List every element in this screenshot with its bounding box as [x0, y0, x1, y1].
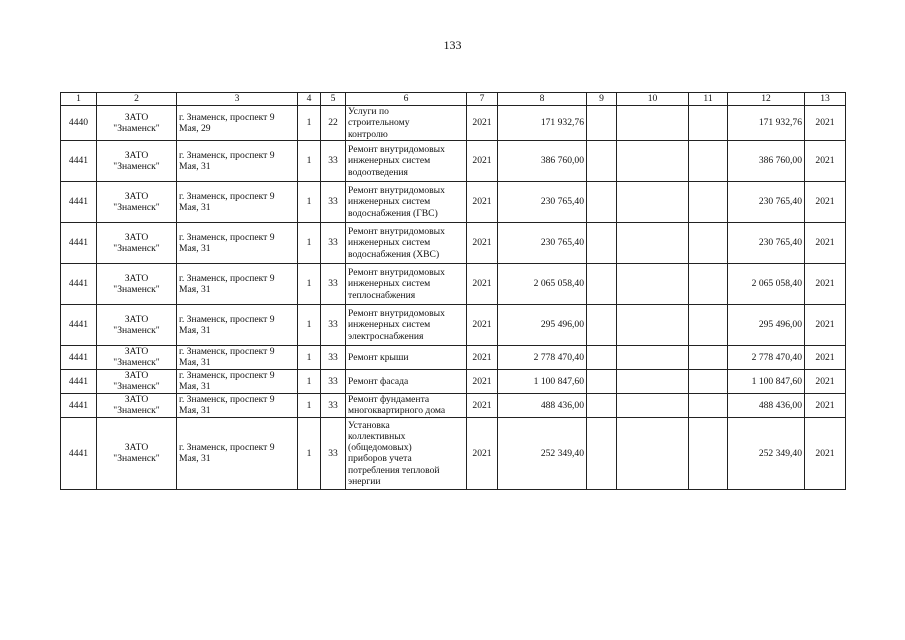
cell-total: 230 765,40 [728, 181, 805, 222]
cell-cost: 488 436,00 [498, 393, 587, 417]
cell-col11 [689, 345, 728, 369]
cell-line: Услуги по [348, 106, 389, 117]
cell-line: Ремонт крыши [348, 351, 409, 363]
cell-line: инженерных систем [348, 278, 431, 290]
cell-line: водоотведения [348, 166, 408, 178]
cell-year-end: 2021 [805, 345, 846, 369]
cell-col9 [587, 222, 617, 263]
cell-cost: 386 760,00 [498, 140, 587, 181]
cell-col10 [617, 140, 689, 181]
cell-col5: 33 [321, 369, 346, 393]
cell-year: 2021 [467, 222, 498, 263]
cell-col10 [617, 106, 689, 141]
cell-number: 4441 [61, 345, 97, 369]
cell-col9 [587, 263, 617, 304]
cell-line: ЗАТО [124, 190, 149, 202]
cell-year: 2021 [467, 181, 498, 222]
column-header: 10 [617, 93, 689, 106]
cell-year: 2021 [467, 304, 498, 345]
cell-address [177, 181, 298, 222]
column-header: 5 [321, 93, 346, 106]
cell-year-end: 2021 [805, 417, 846, 489]
cell-cost: 1 100 847,60 [498, 369, 587, 393]
cell-line: Ремонт фундамента [348, 394, 430, 406]
cell-col9 [587, 345, 617, 369]
cell-municipality [97, 369, 177, 393]
cell-year: 2021 [467, 140, 498, 181]
cell-year-end: 2021 [805, 393, 846, 417]
cell-line: приборов учета [348, 453, 412, 465]
cell-year: 2021 [467, 106, 498, 141]
cell-total: 171 932,76 [728, 106, 805, 141]
column-header: 3 [177, 93, 298, 106]
cell-work-type [346, 369, 467, 393]
cell-line: г. Знаменск, проспект 9 [179, 231, 275, 243]
cell-line: ЗАТО [124, 442, 149, 454]
cell-work-type [346, 106, 467, 141]
cell-line: "Знаменск" [113, 324, 160, 336]
cell-cost: 171 932,76 [498, 106, 587, 141]
cell-col10 [617, 393, 689, 417]
cell-municipality [97, 181, 177, 222]
cell-number: 4441 [61, 140, 97, 181]
cell-total: 1 100 847,60 [728, 369, 805, 393]
cell-col11 [689, 181, 728, 222]
column-header: 12 [728, 93, 805, 106]
cell-municipality [97, 263, 177, 304]
cell-col11 [689, 417, 728, 489]
cell-line: Мая, 31 [179, 405, 211, 417]
cell-line: г. Знаменск, проспект 9 [179, 272, 275, 284]
cell-line: теплоснабжения [348, 289, 416, 301]
cell-col9 [587, 369, 617, 393]
cell-municipality [97, 304, 177, 345]
cell-col4: 1 [298, 345, 321, 369]
cell-line: г. Знаменск, проспект 9 [179, 370, 275, 382]
cell-total: 230 765,40 [728, 222, 805, 263]
cell-col9 [587, 181, 617, 222]
cell-line: инженерных систем [348, 319, 431, 331]
cell-line: инженерных систем [348, 155, 431, 167]
cell-address [177, 140, 298, 181]
cell-number: 4441 [61, 181, 97, 222]
cell-col4: 1 [298, 222, 321, 263]
cell-year: 2021 [467, 417, 498, 489]
table-row [61, 106, 846, 141]
cell-number: 4441 [61, 222, 97, 263]
cell-line: водоснабжения (ХВС) [348, 248, 440, 260]
cell-line: "Знаменск" [113, 201, 160, 213]
column-header: 1 [61, 93, 97, 106]
cell-total: 488 436,00 [728, 393, 805, 417]
cell-line: ЗАТО [124, 394, 149, 406]
cell-line: контролю [348, 128, 388, 140]
cell-col10 [617, 417, 689, 489]
cell-work-type [346, 140, 467, 181]
cell-col10 [617, 345, 689, 369]
cell-total: 295 496,00 [728, 304, 805, 345]
cell-col5: 33 [321, 181, 346, 222]
cell-line: "Знаменск" [113, 405, 160, 417]
cell-col10 [617, 263, 689, 304]
cell-col5: 33 [321, 304, 346, 345]
cell-line: многоквартирного дома [348, 405, 446, 417]
cell-work-type [346, 417, 467, 489]
cell-col4: 1 [298, 417, 321, 489]
cell-col9 [587, 304, 617, 345]
cell-line: Ремонт внутридомовых [348, 225, 445, 237]
cell-col5: 33 [321, 263, 346, 304]
cell-col4: 1 [298, 263, 321, 304]
cell-line: ЗАТО [124, 370, 149, 382]
cell-line: потребления тепловой [348, 464, 440, 476]
column-header: 9 [587, 93, 617, 106]
cell-year-end: 2021 [805, 106, 846, 141]
cell-col5: 33 [321, 393, 346, 417]
cell-line: ЗАТО [124, 272, 149, 284]
cell-line: г. Знаменск, проспект 9 [179, 111, 275, 123]
cell-work-type [346, 263, 467, 304]
cell-line: (общедомовых) [348, 442, 412, 454]
cell-col10 [617, 369, 689, 393]
table-row [61, 181, 846, 222]
cell-line: Ремонт внутридомовых [348, 143, 445, 155]
cell-cost: 252 349,40 [498, 417, 587, 489]
cell-col11 [689, 140, 728, 181]
cell-line: Ремонт внутридомовых [348, 266, 445, 278]
cell-address [177, 369, 298, 393]
cell-line: Установка [348, 419, 390, 431]
cell-address [177, 222, 298, 263]
cell-line: "Знаменск" [113, 357, 160, 369]
cell-line: коллективных [348, 430, 406, 442]
cell-year-end: 2021 [805, 222, 846, 263]
cell-line: Ремонт внутридомовых [348, 307, 445, 319]
cell-address [177, 417, 298, 489]
cell-line: г. Знаменск, проспект 9 [179, 313, 275, 325]
cell-address [177, 304, 298, 345]
cell-col11 [689, 263, 728, 304]
cell-col5: 22 [321, 106, 346, 141]
cell-work-type [346, 181, 467, 222]
cell-col9 [587, 106, 617, 141]
cell-line: Мая, 31 [179, 381, 211, 393]
table-row [61, 222, 846, 263]
page-number: 133 [443, 38, 462, 52]
cell-line: энергии [348, 476, 381, 488]
column-header: 6 [346, 93, 467, 106]
cell-cost: 2 778 470,40 [498, 345, 587, 369]
cell-line: г. Знаменск, проспект 9 [179, 442, 275, 454]
table-row [61, 140, 846, 181]
cell-work-type [346, 304, 467, 345]
cell-municipality [97, 106, 177, 141]
cell-col11 [689, 106, 728, 141]
cell-address [177, 345, 298, 369]
column-header: 13 [805, 93, 846, 106]
table-row [61, 393, 846, 417]
cell-year-end: 2021 [805, 140, 846, 181]
cell-line: Мая, 31 [179, 283, 211, 295]
table-row [61, 304, 846, 345]
cell-col5: 33 [321, 345, 346, 369]
cell-year: 2021 [467, 369, 498, 393]
cell-line: водоснабжения (ГВС) [348, 207, 438, 219]
cell-line: "Знаменск" [113, 381, 160, 393]
cell-address [177, 106, 298, 141]
cell-col11 [689, 393, 728, 417]
column-header: 7 [467, 93, 498, 106]
cell-col10 [617, 181, 689, 222]
cell-col9 [587, 393, 617, 417]
cell-municipality [97, 140, 177, 181]
cell-col9 [587, 140, 617, 181]
cell-line: ЗАТО [124, 231, 149, 243]
cell-line: ЗАТО [124, 313, 149, 325]
cell-col5: 33 [321, 417, 346, 489]
cell-cost: 295 496,00 [498, 304, 587, 345]
cell-cost: 230 765,40 [498, 181, 587, 222]
cell-line: строительному [348, 117, 410, 129]
cell-work-type [346, 393, 467, 417]
cell-line: Ремонт фасада [348, 375, 409, 387]
cell-number: 4441 [61, 263, 97, 304]
cell-line: Ремонт внутридомовых [348, 184, 445, 196]
cell-line: "Знаменск" [113, 453, 160, 465]
cell-col11 [689, 304, 728, 345]
cell-line: "Знаменск" [113, 160, 160, 172]
table-row [61, 369, 846, 393]
cell-line: Мая, 31 [179, 201, 211, 213]
cell-col4: 1 [298, 140, 321, 181]
column-header: 4 [298, 93, 321, 106]
cell-total: 252 349,40 [728, 417, 805, 489]
cell-line: Мая, 31 [179, 453, 211, 465]
column-header: 2 [97, 93, 177, 106]
cell-col11 [689, 369, 728, 393]
cell-col4: 1 [298, 106, 321, 141]
cell-municipality [97, 417, 177, 489]
cell-line: ЗАТО [124, 346, 149, 358]
cell-col4: 1 [298, 369, 321, 393]
column-header: 11 [689, 93, 728, 106]
cell-number: 4441 [61, 304, 97, 345]
cell-year-end: 2021 [805, 181, 846, 222]
cell-line: электроснабжения [348, 330, 424, 342]
cell-address [177, 263, 298, 304]
cell-col10 [617, 222, 689, 263]
cell-work-type [346, 345, 467, 369]
cell-line: г. Знаменск, проспект 9 [179, 190, 275, 202]
cell-col4: 1 [298, 304, 321, 345]
cell-number: 4441 [61, 369, 97, 393]
cell-year: 2021 [467, 263, 498, 304]
cell-col10 [617, 304, 689, 345]
cell-total: 2 065 058,40 [728, 263, 805, 304]
cell-line: "Знаменск" [113, 283, 160, 295]
cell-cost: 230 765,40 [498, 222, 587, 263]
cell-col4: 1 [298, 393, 321, 417]
cell-year: 2021 [467, 345, 498, 369]
cell-line: Мая, 31 [179, 357, 211, 369]
cell-total: 2 778 470,40 [728, 345, 805, 369]
cell-col5: 33 [321, 222, 346, 263]
cell-line: инженерных систем [348, 237, 431, 249]
cell-line: г. Знаменск, проспект 9 [179, 394, 275, 406]
cell-year-end: 2021 [805, 369, 846, 393]
table-row [61, 345, 846, 369]
cell-line: г. Знаменск, проспект 9 [179, 346, 275, 358]
cell-address [177, 393, 298, 417]
cell-line: "Знаменск" [113, 122, 160, 134]
cell-municipality [97, 345, 177, 369]
cell-number: 4441 [61, 393, 97, 417]
cell-col9 [587, 417, 617, 489]
cell-line: ЗАТО [124, 149, 149, 161]
cell-line: Мая, 31 [179, 160, 211, 172]
cell-line: Мая, 31 [179, 242, 211, 254]
cell-year-end: 2021 [805, 263, 846, 304]
table-row [61, 417, 846, 489]
cell-col11 [689, 222, 728, 263]
cell-work-type [346, 222, 467, 263]
works-table [60, 92, 846, 490]
column-header: 8 [498, 93, 587, 106]
cell-number: 4441 [61, 417, 97, 489]
cell-total: 386 760,00 [728, 140, 805, 181]
cell-line: инженерных систем [348, 196, 431, 208]
cell-line: г. Знаменск, проспект 9 [179, 149, 275, 161]
cell-year-end: 2021 [805, 304, 846, 345]
cell-number: 4440 [61, 106, 97, 141]
cell-line: Мая, 31 [179, 324, 211, 336]
header-row [61, 93, 846, 106]
cell-col5: 33 [321, 140, 346, 181]
cell-municipality [97, 222, 177, 263]
cell-municipality [97, 393, 177, 417]
cell-cost: 2 065 058,40 [498, 263, 587, 304]
table-row [61, 263, 846, 304]
cell-line: ЗАТО [124, 111, 149, 123]
cell-col4: 1 [298, 181, 321, 222]
cell-line: Мая, 29 [179, 122, 211, 134]
cell-line: "Знаменск" [113, 242, 160, 254]
cell-year: 2021 [467, 393, 498, 417]
